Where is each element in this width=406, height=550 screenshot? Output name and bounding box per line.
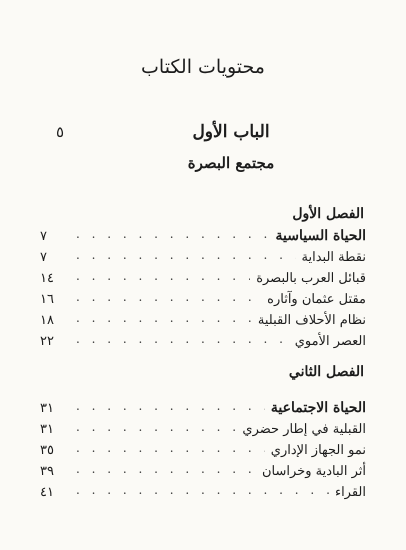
toc-entry-label: القبلية في إطار حضري (236, 422, 366, 437)
toc-page-number: ٣١ (40, 400, 54, 416)
leader-dots (70, 226, 270, 246)
toc-entry-label: الحياة السياسية (270, 228, 367, 244)
toc-entry (40, 247, 366, 267)
toc-entry (40, 419, 366, 439)
leader-dots (70, 440, 265, 460)
leader-dots (70, 268, 250, 288)
chapter-title: الفصل الأول (292, 206, 364, 222)
leader-dots (70, 310, 252, 330)
toc-entry (40, 310, 366, 330)
part-page-number: ٥ (56, 123, 65, 141)
toc-entry (40, 461, 366, 481)
toc-page-number: ٣٩ (40, 463, 54, 479)
leader-dots (70, 461, 256, 481)
leader-dots (70, 331, 289, 351)
toc-entry (40, 398, 366, 418)
toc-page-number: ٢٢ (40, 333, 54, 349)
leader-dots (70, 398, 265, 418)
toc-entry (40, 440, 366, 460)
toc-page-number: ٧ (40, 228, 47, 244)
toc-page-number: ٧ (40, 249, 47, 265)
toc-entry-label: القراء (329, 485, 366, 500)
leader-dots (70, 289, 261, 309)
toc-entry-label: العصر الأموي (289, 334, 366, 349)
toc-page-number: ١٤ (40, 270, 54, 286)
toc-entry-label: نظام الأحلاف القبلية (252, 313, 366, 328)
toc-entry (40, 289, 366, 309)
toc-entry-label: أثر البادية وخراسان (256, 464, 366, 479)
toc-page-number: ٤١ (40, 484, 54, 500)
toc-entry (40, 482, 366, 502)
toc-entry-label: نمو الجهاز الإداري (265, 443, 366, 458)
toc-entry-label: مقتل عثمان وآثاره (261, 292, 366, 307)
chapter-title: الفصل الثاني (288, 364, 364, 380)
toc-entry (40, 331, 366, 351)
toc-page-number: ١٨ (40, 312, 54, 328)
page-title: محتويات الكتاب (141, 56, 265, 78)
toc-page-number: ١٦ (40, 291, 54, 307)
part-title: الباب الأول (192, 122, 270, 142)
toc-entry-label: قبائل العرب بالبصرة (250, 271, 366, 286)
toc-entry-label: نقطة البداية (296, 250, 366, 265)
leader-dots (70, 419, 236, 439)
toc-page-number: ٣٥ (40, 442, 54, 458)
toc-entry (40, 268, 366, 288)
toc-page-number: ٣١ (40, 421, 54, 437)
leader-dots (70, 482, 329, 502)
part-subtitle: مجتمع البصرة (187, 154, 275, 172)
toc-entry (40, 226, 366, 246)
toc-entry-label: الحياة الاجتماعية (265, 400, 366, 416)
leader-dots (70, 247, 296, 267)
